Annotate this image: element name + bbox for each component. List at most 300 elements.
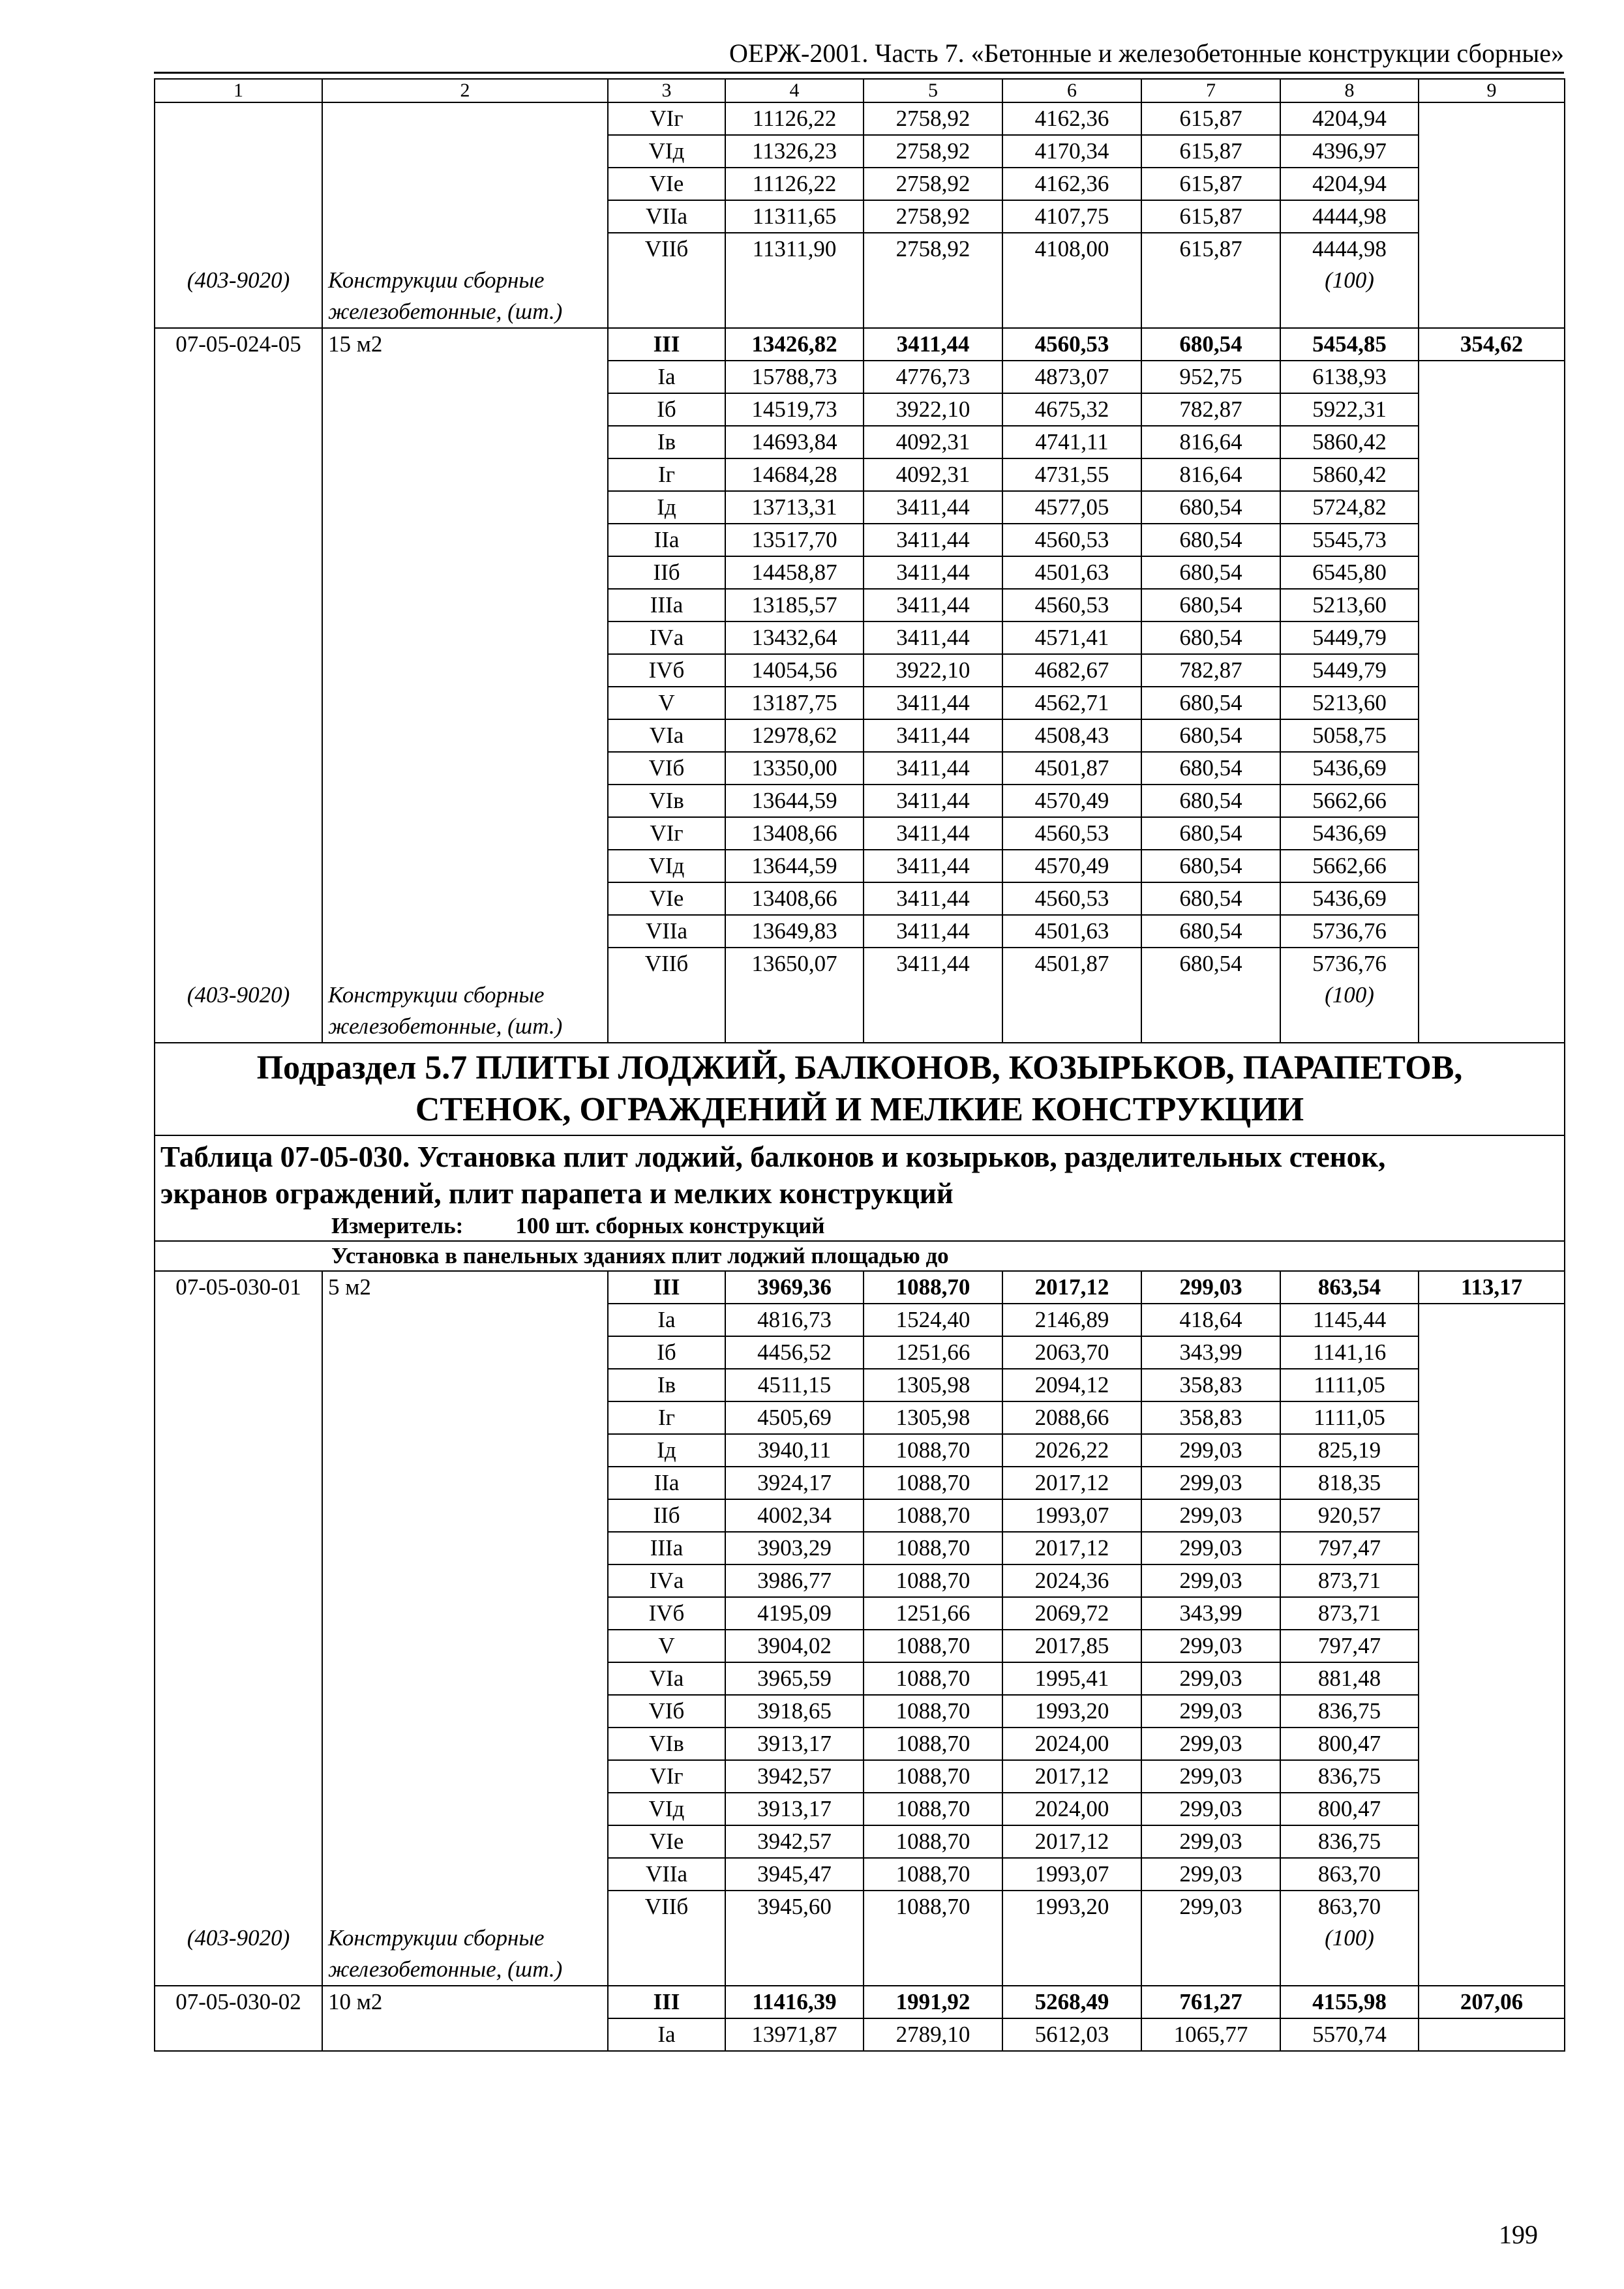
table-row: [155, 1304, 1565, 1336]
value-cell: 343,99: [1141, 1336, 1280, 1369]
empty-cell: [155, 785, 322, 817]
value-cell: 4816,73: [725, 1304, 864, 1336]
table-row: [155, 1467, 1565, 1499]
value-cell: 1088,70: [864, 1891, 1002, 1922]
value-cell: 1111,05: [1280, 1401, 1419, 1434]
value-cell: 14519,73: [725, 393, 864, 426]
value-cell: 14458,87: [725, 556, 864, 589]
zone-cell: III: [608, 1271, 725, 1304]
empty-cell: [1419, 1922, 1565, 1986]
value-cell: 15788,73: [725, 361, 864, 393]
empty-cell: [322, 168, 608, 200]
empty-cell: [864, 980, 1002, 1043]
empty-cell: [322, 233, 608, 265]
empty-cell: [1002, 980, 1141, 1043]
empty-cell: [322, 589, 608, 621]
table-row: [155, 621, 1565, 654]
value-cell: 863,70: [1280, 1858, 1419, 1891]
value-cell: 3411,44: [864, 687, 1002, 719]
value-cell: 3945,60: [725, 1891, 864, 1922]
empty-cell: [322, 654, 608, 687]
zone-cell: Iб: [608, 393, 725, 426]
value-cell: 873,71: [1280, 1564, 1419, 1597]
value-cell: 11126,22: [725, 168, 864, 200]
subsection-title: [155, 1043, 1565, 1135]
header-rule: [154, 72, 1564, 74]
empty-cell: [155, 458, 322, 491]
value-cell: 680,54: [1141, 687, 1280, 719]
empty-cell: [155, 752, 322, 785]
empty-cell: [1141, 980, 1280, 1043]
value-cell: 207,06: [1419, 1986, 1565, 2018]
value-cell: 1088,70: [864, 1695, 1002, 1728]
value-cell: 5736,76: [1280, 948, 1419, 980]
empty-cell: [725, 265, 864, 328]
value-cell: 1993,07: [1002, 1499, 1141, 1532]
value-cell: 680,54: [1141, 328, 1280, 361]
value-cell: 5058,75: [1280, 719, 1419, 752]
value-cell: 3411,44: [864, 556, 1002, 589]
empty-cell: [1419, 915, 1565, 948]
empty-cell: [155, 621, 322, 654]
value-cell: 13644,59: [725, 850, 864, 882]
value-cell: 3945,47: [725, 1858, 864, 1891]
table-row: [155, 1793, 1565, 1825]
value-cell: 816,64: [1141, 426, 1280, 458]
empty-cell: [155, 1728, 322, 1760]
table-row: [155, 1401, 1565, 1434]
empty-cell: [1141, 265, 1280, 328]
zone-cell: Iа: [608, 1304, 725, 1336]
value-cell: 2758,92: [864, 233, 1002, 265]
value-cell: 3411,44: [864, 719, 1002, 752]
table-row: [155, 589, 1565, 621]
empty-cell: [322, 491, 608, 524]
value-cell: 1111,05: [1280, 1369, 1419, 1401]
zone-cell: VIв: [608, 1728, 725, 1760]
value-cell: 3411,44: [864, 948, 1002, 980]
value-cell: 4511,15: [725, 1369, 864, 1401]
value-cell: 4501,87: [1002, 752, 1141, 785]
table-row: [155, 948, 1565, 980]
table-row: [155, 817, 1565, 850]
value-cell: 299,03: [1141, 1891, 1280, 1922]
zone-cell: Iд: [608, 491, 725, 524]
value-cell: 4002,34: [725, 1499, 864, 1532]
table-row: [155, 556, 1565, 589]
value-cell: 1305,98: [864, 1401, 1002, 1434]
value-cell: 11126,22: [725, 102, 864, 135]
empty-cell: [1419, 1630, 1565, 1662]
table-row: [155, 1564, 1565, 1597]
value-cell: 4195,09: [725, 1597, 864, 1630]
installation-heading-row: [155, 1241, 1565, 1271]
value-cell: 2024,00: [1002, 1728, 1141, 1760]
table-row: [155, 1891, 1565, 1922]
value-cell: 873,71: [1280, 1597, 1419, 1630]
empty-cell: [322, 1369, 608, 1401]
empty-cell: [1419, 524, 1565, 556]
empty-cell: [1419, 1336, 1565, 1369]
value-cell: 4501,63: [1002, 915, 1141, 948]
value-cell: 3411,44: [864, 621, 1002, 654]
value-cell: 299,03: [1141, 1728, 1280, 1760]
zone-cell: VIд: [608, 1793, 725, 1825]
value-cell: 2026,22: [1002, 1434, 1141, 1467]
column-number: 1: [155, 79, 322, 102]
zone-cell: Iг: [608, 1401, 725, 1434]
zone-cell: Iа: [608, 2018, 725, 2051]
value-cell: 354,62: [1419, 328, 1565, 361]
zone-cell: Iг: [608, 458, 725, 491]
value-cell: 299,03: [1141, 1271, 1280, 1304]
value-cell: 11311,65: [725, 200, 864, 233]
value-cell: 1088,70: [864, 1467, 1002, 1499]
empty-cell: [155, 426, 322, 458]
table-row: [155, 393, 1565, 426]
empty-cell: [322, 1564, 608, 1597]
value-cell: 615,87: [1141, 200, 1280, 233]
empty-cell: [1419, 1467, 1565, 1499]
value-cell: 13971,87: [725, 2018, 864, 2051]
table-title: [155, 1135, 1565, 1241]
value-cell: 4560,53: [1002, 589, 1141, 621]
value-cell: 1088,70: [864, 1760, 1002, 1793]
value-cell: 4508,43: [1002, 719, 1141, 752]
column-number-row: [155, 79, 1565, 102]
value-cell: 4092,31: [864, 426, 1002, 458]
value-cell: 4560,53: [1002, 882, 1141, 915]
empty-cell: [1419, 785, 1565, 817]
measure-label: Измеритель:: [331, 1213, 464, 1238]
value-cell: 3986,77: [725, 1564, 864, 1597]
value-cell: 3411,44: [864, 817, 1002, 850]
zone-cell: VIе: [608, 168, 725, 200]
value-cell: 800,47: [1280, 1728, 1419, 1760]
empty-cell: [1419, 1825, 1565, 1858]
value-cell: 1065,77: [1141, 2018, 1280, 2051]
empty-cell: [322, 817, 608, 850]
empty-cell: [608, 980, 725, 1043]
zone-cell: IIа: [608, 524, 725, 556]
table-row: [155, 785, 1565, 817]
table-row: [155, 1662, 1565, 1695]
value-cell: 4444,98: [1280, 200, 1419, 233]
empty-cell: [155, 882, 322, 915]
empty-cell: [864, 1922, 1002, 1986]
value-cell: 1524,40: [864, 1304, 1002, 1336]
value-cell: 2017,12: [1002, 1760, 1141, 1793]
empty-cell: [1419, 1434, 1565, 1467]
value-cell: 2088,66: [1002, 1401, 1141, 1434]
page-header: ОЕРЖ-2001. Часть 7. «Бетонные и железобетонные конструкции сборные»: [729, 38, 1564, 68]
empty-cell: [155, 393, 322, 426]
zone-cell: VIб: [608, 1695, 725, 1728]
value-cell: 5449,79: [1280, 654, 1419, 687]
value-cell: 299,03: [1141, 1662, 1280, 1695]
empty-cell: [322, 1891, 608, 1922]
value-cell: 1993,20: [1002, 1695, 1141, 1728]
value-cell: 4456,52: [725, 1336, 864, 1369]
value-cell: 2094,12: [1002, 1369, 1141, 1401]
value-cell: 5436,69: [1280, 882, 1419, 915]
resource-code: (403-9020): [155, 265, 322, 328]
empty-cell: [322, 361, 608, 393]
zone-cell: VIг: [608, 1760, 725, 1793]
value-cell: 4741,11: [1002, 426, 1141, 458]
table-row: [155, 102, 1565, 135]
empty-cell: [322, 850, 608, 882]
value-cell: 5454,85: [1280, 328, 1419, 361]
resource-name: Конструкции сборные железобетонные, (шт.): [322, 1922, 608, 1986]
table-row: [155, 361, 1565, 393]
empty-cell: [322, 2018, 608, 2051]
empty-cell: [155, 1304, 322, 1336]
rate-name: 5 м2: [322, 1271, 608, 1304]
empty-cell: [1419, 458, 1565, 491]
value-cell: 4501,87: [1002, 948, 1141, 980]
resource-row: [155, 980, 1565, 1043]
value-cell: 2024,00: [1002, 1793, 1141, 1825]
value-cell: 836,75: [1280, 1760, 1419, 1793]
value-cell: 4155,98: [1280, 1986, 1419, 2018]
main-row: [155, 1986, 1565, 2018]
value-cell: 2017,85: [1002, 1630, 1141, 1662]
table-row: [155, 1336, 1565, 1369]
column-number: 7: [1141, 79, 1280, 102]
column-number: 5: [864, 79, 1002, 102]
value-cell: 680,54: [1141, 752, 1280, 785]
empty-cell: [155, 948, 322, 980]
zone-cell: V: [608, 1630, 725, 1662]
value-cell: 680,54: [1141, 556, 1280, 589]
value-cell: 3903,29: [725, 1532, 864, 1564]
value-cell: 4560,53: [1002, 524, 1141, 556]
empty-cell: [1419, 687, 1565, 719]
value-cell: 5213,60: [1280, 687, 1419, 719]
table-row: [155, 1760, 1565, 1793]
zone-cell: IVб: [608, 654, 725, 687]
empty-cell: [322, 524, 608, 556]
table-row: [155, 1858, 1565, 1891]
empty-cell: [155, 1532, 322, 1564]
zone-cell: VIIа: [608, 915, 725, 948]
value-cell: 4560,53: [1002, 817, 1141, 850]
value-cell: 5436,69: [1280, 752, 1419, 785]
value-cell: 1991,92: [864, 1986, 1002, 2018]
value-cell: 1993,07: [1002, 1858, 1141, 1891]
value-cell: 5570,74: [1280, 2018, 1419, 2051]
empty-cell: [1419, 361, 1565, 393]
value-cell: 5860,42: [1280, 426, 1419, 458]
value-cell: 11326,23: [725, 135, 864, 168]
empty-cell: [155, 361, 322, 393]
value-cell: 13426,82: [725, 328, 864, 361]
value-cell: 1305,98: [864, 1369, 1002, 1401]
value-cell: 863,54: [1280, 1271, 1419, 1304]
table-row: [155, 1369, 1565, 1401]
column-number: 2: [322, 79, 608, 102]
empty-cell: [155, 1369, 322, 1401]
value-cell: 3411,44: [864, 491, 1002, 524]
empty-cell: [322, 752, 608, 785]
table-row: [155, 752, 1565, 785]
empty-cell: [1419, 980, 1565, 1043]
subsection-line-1: Подраздел 5.7 ПЛИТЫ ЛОДЖИЙ, БАЛКОНОВ, КОЗЫРЬКОВ, ПАРАПЕТОВ,: [256, 1049, 1463, 1086]
empty-cell: [725, 980, 864, 1043]
table-row: [155, 1728, 1565, 1760]
value-cell: 5545,73: [1280, 524, 1419, 556]
value-cell: 14054,56: [725, 654, 864, 687]
value-cell: 1088,70: [864, 1564, 1002, 1597]
zone-cell: IIIа: [608, 589, 725, 621]
value-cell: 6138,93: [1280, 361, 1419, 393]
empty-cell: [155, 1401, 322, 1434]
empty-cell: [322, 1695, 608, 1728]
empty-cell: [322, 1597, 608, 1630]
empty-cell: [155, 1858, 322, 1891]
empty-cell: [322, 948, 608, 980]
zone-cell: III: [608, 1986, 725, 2018]
empty-cell: [155, 817, 322, 850]
value-cell: 2017,12: [1002, 1467, 1141, 1499]
value-cell: 2146,89: [1002, 1304, 1141, 1336]
empty-cell: [322, 719, 608, 752]
value-cell: 680,54: [1141, 589, 1280, 621]
value-cell: 680,54: [1141, 719, 1280, 752]
value-cell: 13713,31: [725, 491, 864, 524]
table-row: [155, 168, 1565, 200]
empty-cell: [1419, 556, 1565, 589]
zone-cell: IVа: [608, 621, 725, 654]
value-cell: 13185,57: [725, 589, 864, 621]
value-cell: 3411,44: [864, 589, 1002, 621]
value-cell: 4396,97: [1280, 135, 1419, 168]
value-cell: 3922,10: [864, 654, 1002, 687]
value-cell: 4092,31: [864, 458, 1002, 491]
value-cell: 680,54: [1141, 882, 1280, 915]
value-cell: 2758,92: [864, 168, 1002, 200]
value-cell: 1251,66: [864, 1336, 1002, 1369]
empty-cell: [155, 1630, 322, 1662]
empty-cell: [1419, 654, 1565, 687]
value-cell: 4444,98: [1280, 233, 1419, 265]
empty-cell: [1419, 948, 1565, 980]
empty-cell: [322, 458, 608, 491]
empty-cell: [322, 1499, 608, 1532]
empty-cell: [1419, 1891, 1565, 1922]
zone-cell: VIа: [608, 1662, 725, 1695]
value-cell: 1088,70: [864, 1434, 1002, 1467]
value-cell: 343,99: [1141, 1597, 1280, 1630]
zone-cell: VIд: [608, 135, 725, 168]
value-cell: 800,47: [1280, 1793, 1419, 1825]
value-cell: 3411,44: [864, 524, 1002, 556]
empty-cell: [155, 1564, 322, 1597]
empty-cell: [155, 168, 322, 200]
empty-cell: [322, 1336, 608, 1369]
value-cell: 14684,28: [725, 458, 864, 491]
resource-qty: (100): [1280, 265, 1419, 328]
empty-cell: [155, 524, 322, 556]
zone-cell: III: [608, 328, 725, 361]
empty-cell: [155, 915, 322, 948]
value-cell: 358,83: [1141, 1401, 1280, 1434]
empty-cell: [155, 687, 322, 719]
zone-cell: VIб: [608, 752, 725, 785]
empty-cell: [322, 1760, 608, 1793]
value-cell: 782,87: [1141, 393, 1280, 426]
table-row: [155, 1532, 1565, 1564]
value-cell: 615,87: [1141, 168, 1280, 200]
empty-cell: [1419, 1369, 1565, 1401]
empty-cell: [322, 1401, 608, 1434]
resource-name: Конструкции сборные железобетонные, (шт.): [322, 980, 608, 1043]
value-cell: 13408,66: [725, 882, 864, 915]
empty-cell: [322, 393, 608, 426]
value-cell: 13644,59: [725, 785, 864, 817]
value-cell: 5724,82: [1280, 491, 1419, 524]
column-number: 3: [608, 79, 725, 102]
empty-cell: [155, 850, 322, 882]
value-cell: 11416,39: [725, 1986, 864, 2018]
value-cell: 3411,44: [864, 752, 1002, 785]
value-cell: 12978,62: [725, 719, 864, 752]
value-cell: 952,75: [1141, 361, 1280, 393]
value-cell: 14693,84: [725, 426, 864, 458]
empty-cell: [1419, 882, 1565, 915]
value-cell: 2758,92: [864, 200, 1002, 233]
table-row: [155, 1695, 1565, 1728]
table-row: [155, 135, 1565, 168]
empty-cell: [1141, 1922, 1280, 1986]
value-cell: 4873,07: [1002, 361, 1141, 393]
empty-cell: [1419, 1695, 1565, 1728]
value-cell: 299,03: [1141, 1467, 1280, 1499]
empty-cell: [1419, 491, 1565, 524]
table-row: [155, 1825, 1565, 1858]
table-title-line-1: Таблица 07-05-030. Установка плит лоджий, балконов и козырьков, разделительных стенок,: [160, 1141, 1386, 1173]
value-cell: 1088,70: [864, 1728, 1002, 1760]
empty-cell: [155, 1825, 322, 1858]
value-cell: 2017,12: [1002, 1271, 1141, 1304]
table-row: [155, 654, 1565, 687]
empty-cell: [322, 102, 608, 135]
table-row: [155, 1499, 1565, 1532]
empty-cell: [1419, 589, 1565, 621]
value-cell: 3918,65: [725, 1695, 864, 1728]
value-cell: 1088,70: [864, 1825, 1002, 1858]
empty-cell: [155, 556, 322, 589]
empty-cell: [155, 1499, 322, 1532]
empty-cell: [1002, 1922, 1141, 1986]
zone-cell: VIIа: [608, 1858, 725, 1891]
empty-cell: [1419, 135, 1565, 168]
empty-cell: [322, 556, 608, 589]
value-cell: 299,03: [1141, 1434, 1280, 1467]
value-cell: 615,87: [1141, 102, 1280, 135]
column-number: 8: [1280, 79, 1419, 102]
value-cell: 2017,12: [1002, 1825, 1141, 1858]
empty-cell: [155, 2018, 322, 2051]
value-cell: 3969,36: [725, 1271, 864, 1304]
value-cell: 1993,20: [1002, 1891, 1141, 1922]
value-cell: 3411,44: [864, 850, 1002, 882]
value-cell: 1088,70: [864, 1662, 1002, 1695]
empty-cell: [864, 265, 1002, 328]
value-cell: 4776,73: [864, 361, 1002, 393]
empty-cell: [322, 200, 608, 233]
